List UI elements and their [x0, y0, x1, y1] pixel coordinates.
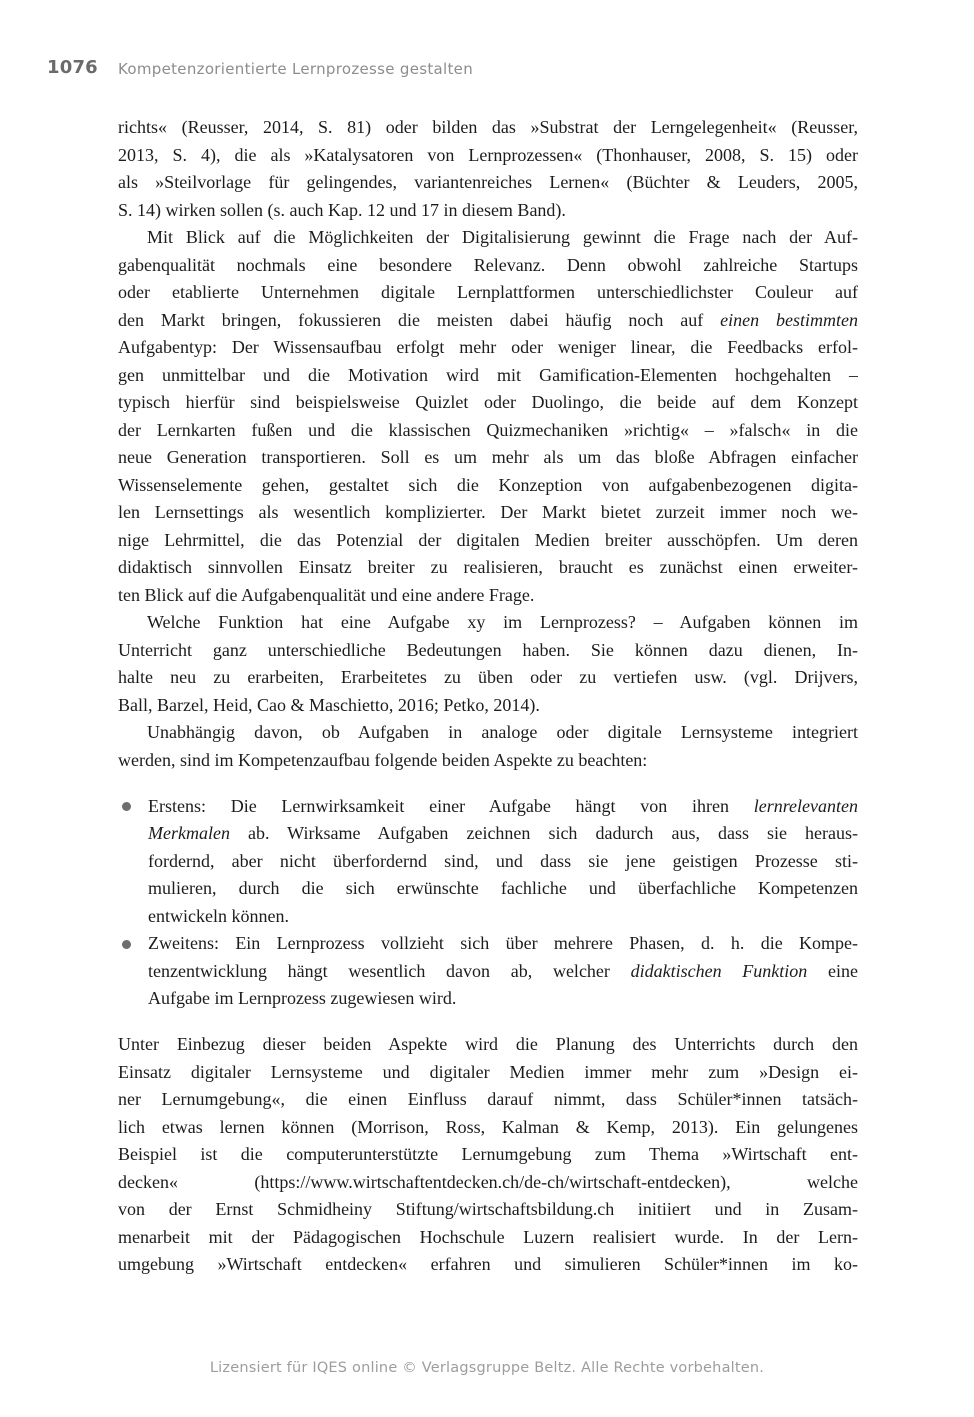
italic-text: didaktischen Funktion: [630, 960, 808, 981]
text-segment: gabenqualität nochmals eine besondere Relevanz. Denn obwohl zahlreiche Startups: [118, 254, 858, 275]
text-line: [118, 1059, 858, 1087]
text-line: [118, 1169, 858, 1197]
text-segment: Unter Einbezug dieser beiden Aspekte wird die Planung des Unterrichts durch den: [118, 1034, 858, 1054]
paragraph: [118, 224, 858, 609]
text-segment: oder etablierte Unternehmen digitale Lernplattformen unterschiedlichster Couleur auf: [118, 282, 858, 302]
text-line: [118, 114, 858, 142]
text-segment: richts« (Reusser, 2014, S. 81) oder bilden das »Substrat der Lerngelegenheit« (Reusser,: [118, 117, 858, 137]
text-line: [118, 389, 858, 417]
text-segment: gen unmittelbar und die Motivation wird mit Gamification-Elementen hochgehalten –: [118, 364, 858, 385]
text-segment: Welche Funktion hat eine Aufgabe xy im Lernprozess? – Aufgaben können im: [147, 612, 858, 632]
text-line: [118, 1114, 858, 1142]
footer-license: Lizensiert für IQES online © Verlagsgruppe Beltz. Alle Rechte vorbehalten.: [209, 1360, 765, 1376]
text-line: [118, 1086, 858, 1114]
text-line: [118, 472, 858, 500]
text-line: [118, 307, 858, 335]
italic-text: einen bestimmten: [720, 309, 858, 330]
text-segment: entwickeln können.: [148, 905, 289, 926]
text-segment: nige Lehrmittel, die das Potenzial der digitalen Medien breiter ausschöpfen. Um deren: [118, 529, 858, 550]
text-segment: Unterricht ganz unterschiedliche Bedeutungen haben. Sie können dazu dienen, In-: [118, 639, 858, 660]
text-segment: den Markt bringen, fokussieren die meisten dabei häufig noch auf: [118, 309, 721, 330]
text-line: [148, 903, 858, 931]
text-segment: len Lernsettings als wesentlich komplizierter. Der Markt bietet zurzeit immer noch we-: [118, 502, 858, 522]
italic-text: lernrelevanten: [753, 795, 858, 816]
text-line: [118, 279, 858, 307]
running-header-title: Kompetenzorientierte Lernprozesse gestalten: [118, 60, 474, 78]
text-segment: neue Generation transportieren. Soll es um mehr als um das bloße Abfragen einfacher: [118, 447, 858, 467]
text-segment: Mit Blick auf die Möglichkeiten der Digitalisierung gewinnt die Frage nach der Auf-: [147, 227, 858, 247]
text-segment: menarbeit mit der Pädagogischen Hochschule Luzern realisiert wurde. In der Lern-: [118, 1226, 858, 1247]
paragraph-spacer: [118, 1013, 858, 1032]
text-segment: Einsatz digitaler Lernsysteme und digitaler Medien immer mehr zum »Design ei-: [118, 1061, 858, 1082]
text-segment: der Lernkarten fußen und die klassischen Quizmechaniken »richtig« – »falsch« in die: [118, 419, 858, 440]
paragraph: [118, 609, 858, 719]
text-line: [118, 637, 858, 665]
text-segment: Zweitens: Ein Lernprozess vollzieht sich über mehrere Phasen, d. h. die Kompe-: [148, 933, 858, 953]
text-segment: Ball, Barzel, Heid, Cao & Maschietto, 2016; Petko, 2014).: [118, 694, 540, 715]
text-line: [118, 334, 858, 362]
paragraph: [118, 719, 858, 774]
text-segment: halte neu zu erarbeiten, Erarbeitetes zu üben oder zu vertiefen usw. (vgl. Drijvers,: [118, 667, 858, 687]
text-line: [118, 554, 858, 582]
text-segment: mulieren, durch die sich erwünschte fachliche und überfachliche Kompetenzen: [148, 878, 858, 898]
text-line: [148, 848, 858, 876]
text-segment: decken« (https://www.wirtschaftentdecken.ch/de-ch/wirtschaft-entdecken), welche: [118, 1171, 858, 1192]
bullet-list-item: [118, 930, 858, 1013]
text-line: [118, 747, 858, 775]
text-segment: werden, sind im Kompetenzaufbau folgende beiden Aspekte zu beachten:: [118, 749, 648, 770]
text-segment: Aufgabentyp: Der Wissensaufbau erfolgt mehr oder weniger linear, die Feedbacks erfol-: [118, 337, 858, 357]
text-line: [118, 499, 858, 527]
text-line: [118, 664, 858, 692]
paragraph: [118, 1031, 858, 1279]
text-line: [118, 417, 858, 445]
page-number: 1076: [47, 57, 98, 78]
paragraph: [118, 114, 858, 224]
bullet-text: [148, 793, 858, 931]
text-line: [148, 793, 858, 821]
text-line: [118, 719, 858, 747]
text-line: [118, 1141, 858, 1169]
text-line: [118, 444, 858, 472]
bullet-icon: [122, 802, 131, 811]
text-segment: fordernd, aber nicht überfordernd sind, und dass sie jene geistigen Prozesse sti-: [148, 850, 858, 871]
body-text: [118, 114, 858, 1279]
text-line: [118, 692, 858, 720]
text-line: [118, 609, 858, 637]
text-line: [118, 1224, 858, 1252]
text-line: [118, 362, 858, 390]
text-segment: als »Steilvorlage für gelingendes, variantenreiches Lernen« (Büchter & Leuders, 2005,: [118, 172, 858, 192]
text-segment: von der Ernst Schmidheiny Stiftung/wirtschaftsbildung.ch initiiert und in Zusam-: [118, 1199, 858, 1219]
text-line: [148, 985, 858, 1013]
text-line: [118, 169, 858, 197]
paragraph-spacer: [118, 774, 858, 793]
text-segment: Beispiel ist die computerunterstützte Lernumgebung zum Thema »Wirtschaft ent-: [118, 1144, 858, 1164]
running-header: [0, 57, 974, 81]
text-segment: eine: [807, 960, 858, 981]
bullet-text: [148, 930, 858, 1013]
text-segment: Aufgabe im Lernprozess zugewiesen wird.: [148, 988, 457, 1008]
text-segment: tenzentwicklung hängt wesentlich davon ab, welcher: [148, 960, 631, 981]
text-line: [118, 1196, 858, 1224]
text-segment: ab. Wirksame Aufgaben zeichnen sich dadurch aus, dass sie heraus-: [229, 823, 858, 843]
text-segment: S. 14) wirken sollen (s. auch Kap. 12 und 17 in diesem Band).: [118, 199, 566, 220]
italic-text: Merkmalen: [148, 823, 230, 843]
text-line: [118, 1031, 858, 1059]
text-line: [148, 875, 858, 903]
text-segment: ten Blick auf die Aufgabenqualität und eine andere Frage.: [118, 584, 535, 605]
text-segment: lich etwas lernen können (Morrison, Ross, Kalman & Kemp, 2013). Ein gelungenes: [118, 1116, 858, 1137]
text-segment: ner Lernumgebung«, die einen Einfluss darauf nimmt, dass Schüler*innen tatsäch-: [118, 1089, 858, 1109]
text-line: [118, 527, 858, 555]
text-segment: 2013, S. 4), die als »Katalysatoren von Lernprozessen« (Thonhauser, 2008, S. 15) oder: [118, 144, 858, 165]
bullet-icon: [122, 940, 131, 949]
text-segment: typisch hierfür sind beispielsweise Quizlet oder Duolingo, die beide auf dem Konzept: [118, 392, 858, 412]
text-line: [118, 224, 858, 252]
text-line: [118, 252, 858, 280]
bullet-list-item: [118, 793, 858, 931]
text-line: [118, 142, 858, 170]
text-line: [148, 820, 858, 848]
text-segment: umgebung »Wirtschaft entdecken« erfahren und simulieren Schüler*innen im ko-: [118, 1254, 858, 1274]
text-line: [118, 1251, 858, 1279]
text-line: [118, 582, 858, 610]
text-line: [148, 958, 858, 986]
text-line: [118, 197, 858, 225]
text-segment: didaktisch sinnvollen Einsatz breiter zu realisieren, braucht es zunächst einen erweiter-: [118, 557, 858, 577]
text-line: [148, 930, 858, 958]
text-segment: Wissenselemente gehen, gestaltet sich die Konzeption von aufgabenbezogenen digita-: [118, 474, 858, 495]
text-segment: Unabhängig davon, ob Aufgaben in analoge oder digitale Lernsysteme integriert: [147, 722, 858, 742]
text-segment: Erstens: Die Lernwirksamkeit einer Aufgabe hängt von ihren: [148, 795, 754, 816]
